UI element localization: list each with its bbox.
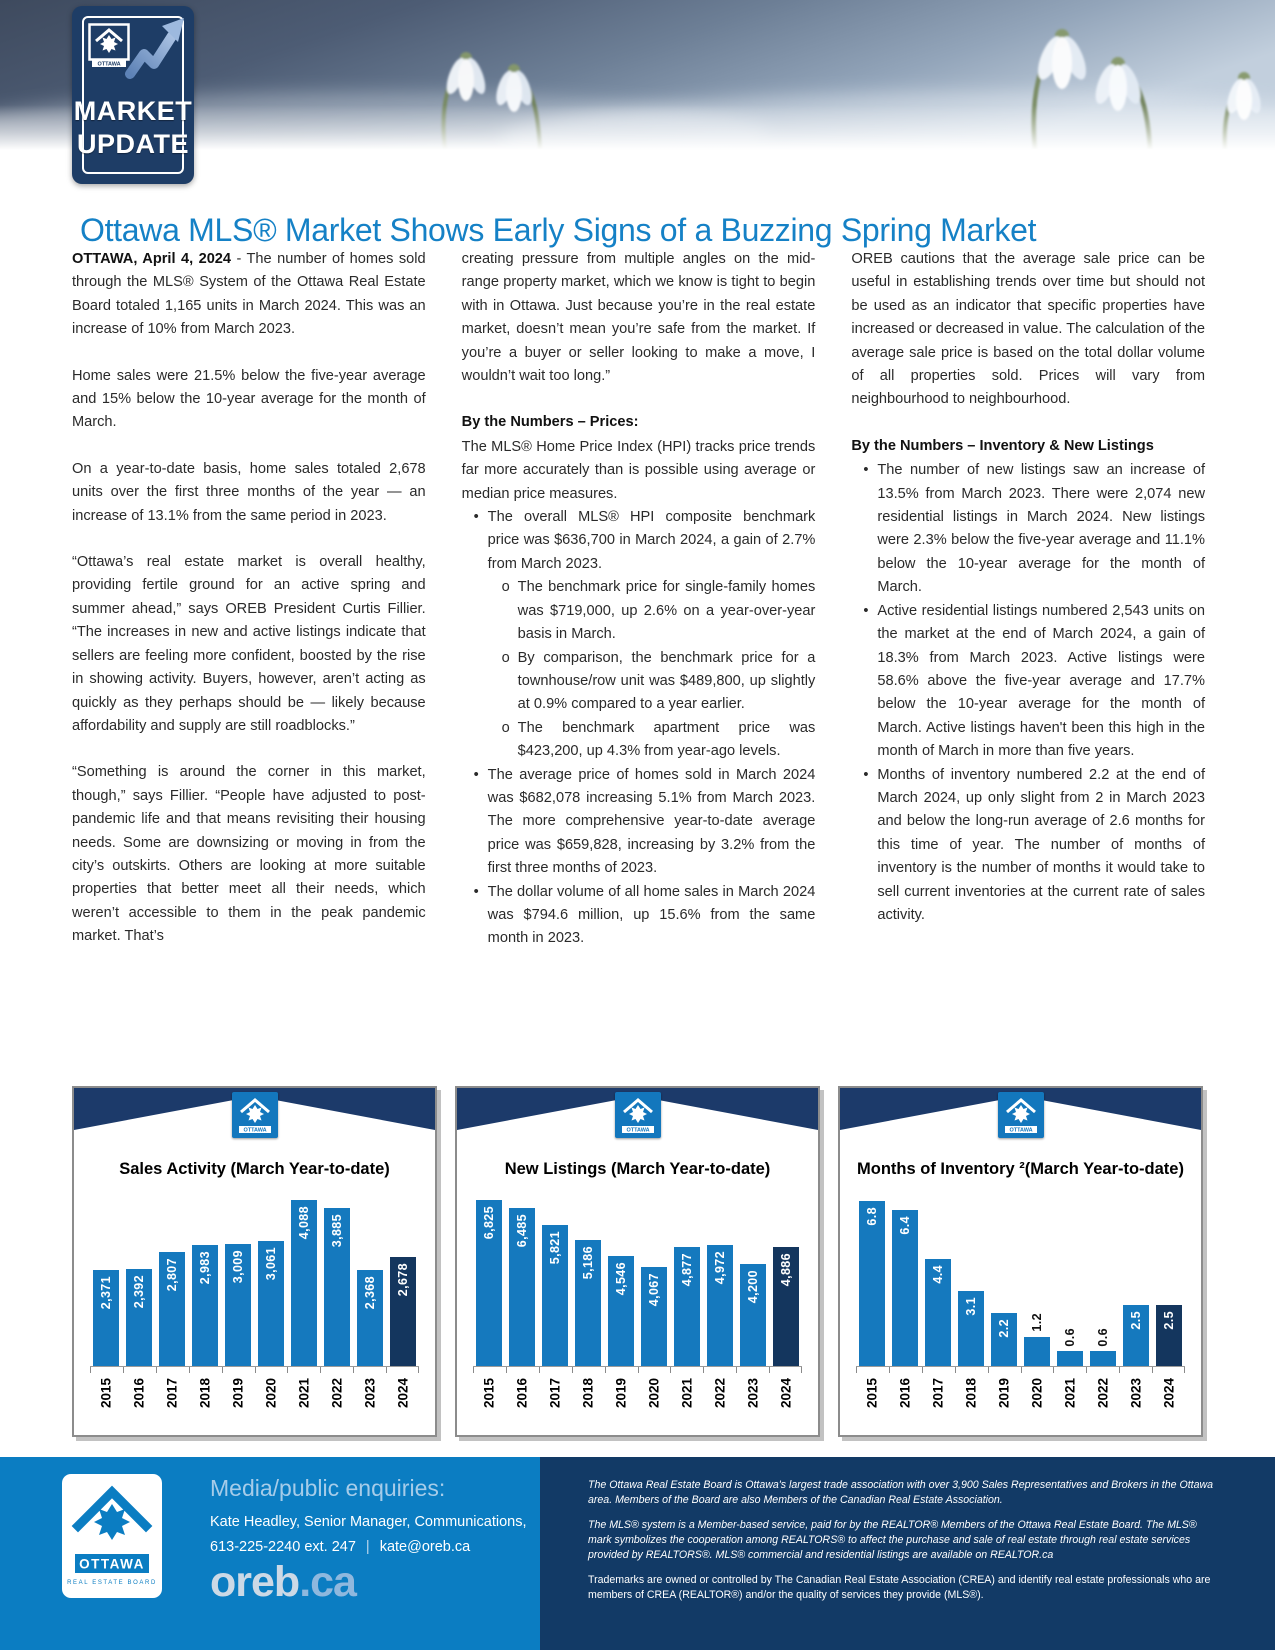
axis-ticks [473,1367,802,1373]
axis-tick [90,1367,91,1373]
svg-text:OTTAWA: OTTAWA [97,61,121,68]
x-labels [90,1378,419,1426]
x-tick-label: 2018 [963,1378,979,1409]
x-tick-label: 2018 [580,1378,596,1409]
site-name: oreb [210,1558,300,1606]
x-tick-label: 2020 [263,1378,279,1409]
footer [0,1457,1275,1650]
x-tick-label: 2021 [679,1378,695,1409]
axis-tick [222,1367,223,1373]
bar-2020 [258,1241,284,1366]
x-tick-label: 2019 [230,1378,246,1409]
x-tick-label: 2024 [395,1378,411,1409]
bar-2022 [324,1208,350,1366]
bar-2018 [958,1291,984,1366]
axis-tick [988,1367,989,1373]
sub-bullet-marker: o [501,649,510,666]
axis-tick [670,1367,671,1373]
axis-tick [1119,1367,1120,1373]
sub-bullet-marker: o [501,719,510,736]
bullet-item: • The dollar volume of all home sales in March 2024 was $794.6 million, up 15.6% from the same month in 2023. [462,881,816,951]
bullet-item: • Months of inventory numbered 2.2 at the end of March 2024, up only slight from 2 in March 2023 and below the long-run average of 2.6 months for this time of year. The number of months of inventory is the number of months it would take to sell current inventories at the current rate of sales activity. [851,764,1205,928]
section-heading-prices: By the Numbers – Prices: [461,414,639,431]
paragraph: OREB cautions that the average sale price can be useful in establishing trends over time but should not be used as an indicator that specific properties have increased or decreased in value. The calculation of the average sale price is based on the total dollar volume of all properties sold. Prices will vary from neighbourhood to neighbourhood. [851,251,1206,408]
x-tick-label: 2023 [745,1378,761,1409]
axis-tick [1021,1367,1022,1373]
axis-tick [736,1367,737,1373]
legal-paragraph: The Ottawa Real Estate Board is Ottawa's largest trade association with over 3,900 Sales Representatives and Brokers in the Ottawa area. Members of the Board are also Members of the Canadian Real Estate Association. [588,1479,1214,1506]
x-tick-label: 2015 [481,1378,497,1409]
bar-2020 [1024,1313,1050,1366]
bar-value-label: 4,067 [646,1273,661,1307]
bullet-item: • The overall MLS® HPI composite benchmark price was $636,700 in March 2024, a gain of 2.7% from March 2023. [462,506,816,576]
paragraph: OTTAWA, April 4, 2024 - The number of homes sold through the MLS® System of the Ottawa Real Estate Board totaled 1,165 units in March 2024. This was an increase of 10% from March 2023. [72,251,426,338]
bar-value-label: 2,678 [395,1263,410,1297]
axis-ticks [856,1367,1185,1373]
bar-2021 [291,1200,317,1366]
bar-2017 [159,1252,185,1366]
bar-value-label: 2,807 [165,1257,180,1292]
bar-value-label: 2,371 [99,1275,114,1309]
axis-tick [1184,1367,1185,1373]
x-tick-label: 2017 [164,1378,180,1409]
bar-2018 [192,1245,218,1366]
oreb-logo-icon [232,1092,278,1138]
bar-value-label: 2,368 [362,1275,377,1309]
axis-tick [156,1367,157,1373]
bar-2021 [1057,1327,1083,1366]
x-tick-label: 2022 [1095,1378,1111,1409]
x-tick-label: 2018 [197,1378,213,1409]
bar-value-label: 2,983 [198,1250,213,1284]
footer-legal-panel [540,1457,1275,1650]
axis-tick [418,1367,419,1373]
x-tick-label: 2016 [131,1378,147,1409]
bullet-marker: • [863,462,869,479]
bar-2019 [225,1244,251,1366]
page-title: Ottawa MLS® Market Shows Early Signs of a Buzzing Spring Market [80,212,1037,249]
bar-value-label: 6.4 [898,1216,913,1236]
bar-value-label: 2.5 [1161,1311,1176,1330]
x-tick-label: 2021 [296,1378,312,1409]
x-tick-label: 2023 [362,1378,378,1409]
oreb-logo-icon [998,1092,1044,1138]
bar-2024 [1156,1305,1182,1366]
bar-value-label: 3,009 [231,1249,246,1283]
x-tick-label: 2017 [930,1378,946,1409]
bar-value-label: 4,877 [679,1253,694,1287]
axis-tick [769,1367,770,1373]
bullet-item: • Active residential listings numbered 2,543 units on the market at the end of March 2024, a gain of 18.3% from March 2023. Active listings were 58.6% above the five-year average and 17.7% below the 10-year average for the month of March. Active listings haven't been this high in the month of March in more than five years. [851,600,1205,764]
logo-board-text: REAL ESTATE BOARD [67,1580,157,1586]
bar-2024 [773,1247,799,1366]
x-tick-label: 2019 [613,1378,629,1409]
bar-value-label: 0.6 [1095,1327,1110,1347]
x-tick-label: 2015 [864,1378,880,1409]
svg-text:OTTAWA: OTTAWA [625,1127,650,1134]
x-tick-label: 2024 [778,1378,794,1409]
bar-2019 [991,1313,1017,1366]
bullet-item: • The number of new listings saw an increase of 13.5% from March 2023. There were 2,074 new residential listings in March 2024. New listings were 2.3% below the five-year average and 11.1% below the 10-year average for the month of March. [851,459,1205,599]
axis-tick [386,1367,387,1373]
axis-tick [703,1367,704,1373]
market-update-badge [72,6,194,184]
bar-value-label: 2,392 [132,1274,147,1308]
article-body [72,248,1205,972]
axis-tick [353,1367,354,1373]
bar-2017 [542,1225,568,1366]
bar-plot [473,1191,802,1367]
bar-value-label: 4.4 [931,1265,946,1284]
svg-text:OTTAWA: OTTAWA [1008,1127,1033,1134]
contact-email-link[interactable]: kate@oreb.ca [379,1539,471,1555]
axis-tick [123,1367,124,1373]
axis-tick [506,1367,507,1373]
media-enquiries-heading: Media/public enquiries: [210,1475,446,1501]
bar-value-label: 4,886 [778,1253,793,1287]
badge-word-market: MARKET [73,96,193,126]
bar-value-label: 4,088 [296,1205,311,1239]
bullet-marker: • [473,883,479,900]
axis-tick [189,1367,190,1373]
bar-value-label: 4,200 [745,1269,760,1304]
bar-2019 [608,1256,634,1366]
separator: | [365,1539,370,1555]
bar-value-label: 6,825 [482,1206,497,1240]
x-labels [856,1378,1185,1426]
chart-title: Months of Inventory ²(March Year-to-date) [857,1160,1184,1178]
contact-phone: 613-225-2240 ext. 247 [210,1539,356,1555]
chart-title: Sales Activity (March Year-to-date) [119,1160,390,1178]
legal-paragraph: The MLS® system is a Member-based service, paid for by the REALTOR® Members of the Ottawa Real Estate Board. The MLS® mark symbolizes the cooperation among REALTORS® to affect the purchase and sale of real estate through real estate services provided by REALTORS®. MLS® commercial and residential listings are available on REALTOR.ca [588,1519,1197,1561]
bar-value-label: 3,885 [329,1213,344,1248]
axis-tick [1086,1367,1087,1373]
chart-header-banner [74,1088,435,1144]
bar-2016 [892,1210,918,1366]
contact-name: Kate Headley, Senior Manager, Communications, [210,1514,527,1530]
chart-header-banner [840,1088,1201,1144]
axis-tick [1152,1367,1153,1373]
section-heading-inventory: By the Numbers – Inventory & New Listings [851,437,1154,454]
chart-sales-activity [72,1086,437,1437]
paragraph: On a year-to-date basis, home sales totaled 2,678 units over the first three months of the year — an increase of 13.1% from the same period in 2023. [72,460,426,524]
paragraph: creating pressure from multiple angles on the mid-range property market, which we know is tight to begin with in Ottawa. Just because you’re in the real estate market, doesn’t mean you’re safe from the market. If you’re a buyer or seller looking to make a move, I wouldn’t wait too long.” [461,251,816,385]
axis-tick [572,1367,573,1373]
bar-value-label: 6.8 [865,1206,880,1226]
axis-tick [255,1367,256,1373]
bar-2016 [509,1208,535,1366]
bar-2017 [925,1259,951,1366]
sub-bullet-marker: o [501,579,510,596]
paragraph: Home sales were 21.5% below the five-year average and 15% below the 10-year average for the month of March. [72,367,426,431]
x-labels [473,1378,802,1426]
bar-2023 [357,1270,383,1366]
bar-value-label: 2.2 [997,1318,1012,1338]
x-tick-label: 2024 [1161,1378,1177,1409]
bar-2023 [740,1264,766,1366]
axis-ticks [90,1367,419,1373]
axis-tick [801,1367,802,1373]
contact-line [210,1539,540,1555]
oreb-logo [62,1474,162,1598]
paragraph: “Ottawa’s real estate market is overall healthy, providing fertile ground for an active spring and summer ahead,” says OREB President Curtis Fillier. “The increases in new and active listings indicate that sellers are feeling more confident, boosted by the rise in showing activity. Buyers, however, aren’t acting as quickly as they perhaps should be — likely because affordability and supply are still roadblocks.” [72,554,426,734]
bullet-marker: • [473,509,479,526]
axis-tick [856,1367,857,1373]
bar-value-label: 1.2 [1029,1313,1044,1332]
bar-value-label: 2.5 [1128,1311,1143,1330]
x-tick-label: 2020 [1029,1378,1045,1409]
paragraph: “Something is around the corner in this market, though,” says Fillier. “People have adjusted to post-pandemic life and that means revisiting their housing needs. Some are downsizing or moving in from the city’s outskirts. Others are looking at more suitable properties that better meet all their needs, which weren’t accessible to them in the peak pandemic market. That’s [72,764,426,945]
x-tick-label: 2022 [712,1378,728,1409]
chart-header-banner [457,1088,818,1144]
logo-ottawa-text: OTTAWA [79,1556,145,1572]
bar-value-label: 0.6 [1062,1327,1077,1347]
article-column-2 [462,248,816,972]
bar-2021 [674,1247,700,1366]
growth-arrow-icon [124,14,186,88]
sub-bullet-item: o By comparison, the benchmark price for a townhouse/row unit was $489,800, up slightly at 0.9% compared to a year earlier. [462,647,816,717]
axis-tick [320,1367,321,1373]
bar-2015 [93,1270,119,1366]
svg-text:OTTAWA: OTTAWA [242,1127,267,1134]
media-contact-block [210,1475,540,1604]
bar-value-label: 3.1 [964,1296,979,1316]
axis-tick [539,1367,540,1373]
oreb-website-link[interactable] [210,1558,540,1606]
x-tick-label: 2020 [646,1378,662,1409]
x-tick-label: 2022 [329,1378,345,1409]
axis-tick [955,1367,956,1373]
axis-tick [473,1367,474,1373]
footer-contact-panel [0,1457,540,1650]
bar-2015 [859,1201,885,1366]
bar-value-label: 4,546 [614,1261,629,1295]
bar-plot [90,1191,419,1367]
bar-2016 [126,1269,152,1366]
x-tick-label: 2019 [996,1378,1012,1409]
bar-2022 [1090,1327,1116,1366]
axis-tick [889,1367,890,1373]
badge-word-update: UPDATE [76,129,189,159]
article-column-1 [72,248,426,972]
bar-plot [856,1191,1185,1367]
bar-2023 [1123,1305,1149,1366]
axis-tick [605,1367,606,1373]
bar-2022 [707,1245,733,1366]
bullet-item: • The average price of homes sold in March 2024 was $682,078 increasing 5.1% from March 2023. The more comprehensive year-to-date average price was $659,828, increasing by 3.2% from the first three months of 2023. [462,764,816,881]
bar-value-label: 4,972 [712,1251,727,1285]
dateline: OTTAWA, April 4, 2024 [72,251,232,267]
charts-row [72,1086,1203,1437]
x-tick-label: 2023 [1128,1378,1144,1409]
chart-months-of-inventory [838,1086,1203,1437]
site-tld: .ca [299,1558,356,1606]
bar-value-label: 5,821 [548,1230,563,1264]
x-tick-label: 2021 [1062,1378,1078,1409]
x-tick-label: 2016 [514,1378,530,1409]
bar-value-label: 5,186 [581,1245,596,1280]
sub-bullet-item: o The benchmark price for single-family homes was $719,000, up 2.6% on a year-over-year basis in March. [462,576,816,646]
bullet-marker: • [863,766,869,783]
axis-tick [638,1367,639,1373]
chart-title: New Listings (March Year-to-date) [504,1160,771,1178]
bar-2015 [476,1200,502,1366]
bar-2020 [641,1267,667,1366]
x-tick-label: 2015 [98,1378,114,1409]
bar-value-label: 3,061 [263,1247,278,1281]
axis-tick [922,1367,923,1373]
oreb-logo-icon [615,1092,661,1138]
x-tick-label: 2016 [897,1378,913,1409]
legal-paragraph: Trademarks are owned or controlled by The Canadian Real Estate Association (CREA) and identify real estate professionals who are members of CREA (REALTOR®) and/or the quality of services they provide (MLS®). [588,1574,1211,1601]
paragraph: The MLS® Home Price Index (HPI) tracks price trends far more accurately than is possible using average or median price measures. [461,438,816,502]
bullet-marker: • [863,602,869,619]
axis-tick [1053,1367,1054,1373]
chart-new-listings [455,1086,820,1437]
x-tick-label: 2017 [547,1378,563,1409]
bullet-marker: • [473,766,479,783]
bar-2018 [575,1240,601,1366]
bar-2024 [390,1257,416,1366]
bar-value-label: 6,485 [515,1214,530,1248]
axis-tick [287,1367,288,1373]
sub-bullet-item: o The benchmark apartment price was $423,200, up 4.3% from year-ago levels. [462,717,816,764]
article-column-3 [851,248,1205,972]
